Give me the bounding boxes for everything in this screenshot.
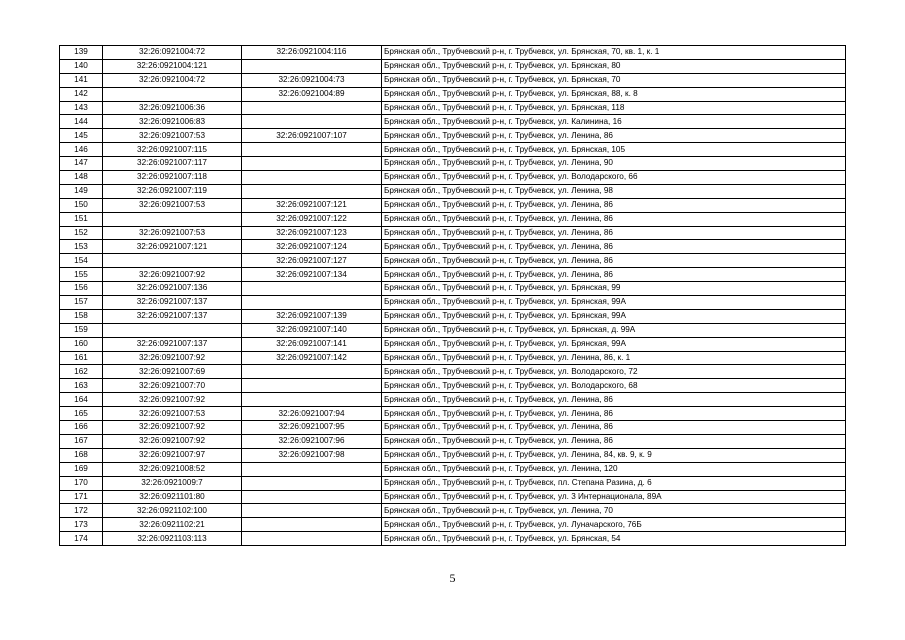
cadastral-number-cell: 32:26:0921007:137 [103,296,242,310]
row-number-cell: 172 [60,504,103,518]
cadastral-number-cell: 32:26:0921004:72 [103,46,242,60]
related-cadastral-number-cell: 32:26:0921007:134 [242,268,382,282]
cadastral-number-cell: 32:26:0921007:92 [103,351,242,365]
table-row [60,462,846,476]
table-row [60,490,846,504]
related-cadastral-number-cell: 32:26:0921007:96 [242,434,382,448]
row-number-cell: 143 [60,101,103,115]
address-cell: Брянская обл., Трубчевский р-н, г. Трубчевск, ул. Ленина, 90 [382,157,846,171]
cadastral-number-cell [103,87,242,101]
table-row [60,434,846,448]
cadastral-number-cell: 32:26:0921007:70 [103,379,242,393]
table-row [60,157,846,171]
cadastral-number-cell: 32:26:0921004:72 [103,73,242,87]
related-cadastral-number-cell: 32:26:0921004:89 [242,87,382,101]
cadastral-number-cell: 32:26:0921101:80 [103,490,242,504]
row-number-cell: 150 [60,198,103,212]
table-row [60,448,846,462]
related-cadastral-number-cell: 32:26:0921004:116 [242,46,382,60]
row-number-cell: 173 [60,518,103,532]
cadastral-number-cell: 32:26:0921007:137 [103,337,242,351]
row-number-cell: 139 [60,46,103,60]
related-cadastral-number-cell: 32:26:0921007:123 [242,226,382,240]
table-row [60,101,846,115]
table-row [60,393,846,407]
related-cadastral-number-cell [242,171,382,185]
related-cadastral-number-cell: 32:26:0921007:127 [242,254,382,268]
address-cell: Брянская обл., Трубчевский р-н, г. Трубчевск, ул. Ленина, 86, к. 1 [382,351,846,365]
address-cell: Брянская обл., Трубчевский р-н, г. Трубчевск, ул. Ленина, 86 [382,212,846,226]
related-cadastral-number-cell: 32:26:0921007:124 [242,240,382,254]
address-cell: Брянская обл., Трубчевский р-н, г. Трубчевск, ул. 3 Интернационала, 89А [382,490,846,504]
cadastral-number-cell: 32:26:0921008:52 [103,462,242,476]
cadastral-number-cell: 32:26:0921007:69 [103,365,242,379]
row-number-cell: 155 [60,268,103,282]
address-cell: Брянская обл., Трубчевский р-н, г. Трубчевск, ул. Брянская, 105 [382,143,846,157]
cadastral-number-cell: 32:26:0921007:115 [103,143,242,157]
cadastral-number-cell: 32:26:0921007:121 [103,240,242,254]
row-number-cell: 168 [60,448,103,462]
table-row [60,87,846,101]
cadastral-number-cell: 32:26:0921007:119 [103,184,242,198]
row-number-cell: 147 [60,157,103,171]
address-cell: Брянская обл., Трубчевский р-н, г. Трубчевск, ул. Брянская, 80 [382,59,846,73]
row-number-cell: 161 [60,351,103,365]
table-row [60,476,846,490]
related-cadastral-number-cell [242,143,382,157]
address-cell: Брянская обл., Трубчевский р-н, г. Трубчевск, ул. Брянская, 70 [382,73,846,87]
cadastral-number-cell: 32:26:0921007:92 [103,393,242,407]
table-row [60,198,846,212]
row-number-cell: 140 [60,59,103,73]
cadastral-number-cell: 32:26:0921007:53 [103,129,242,143]
row-number-cell: 153 [60,240,103,254]
related-cadastral-number-cell: 32:26:0921007:139 [242,309,382,323]
address-cell: Брянская обл., Трубчевский р-н, г. Трубчевск, ул. Володарского, 66 [382,171,846,185]
table-row [60,268,846,282]
cadastral-number-cell: 32:26:0921007:92 [103,421,242,435]
address-cell: Брянская обл., Трубчевский р-н, г. Трубчевск, ул. Ленина, 70 [382,504,846,518]
table-row [60,240,846,254]
address-cell: Брянская обл., Трубчевский р-н, г. Трубчевск, ул. Ленина, 86 [382,421,846,435]
row-number-cell: 149 [60,184,103,198]
address-cell: Брянская обл., Трубчевский р-н, г. Трубчевск, ул. Володарского, 68 [382,379,846,393]
row-number-cell: 141 [60,73,103,87]
table-row [60,323,846,337]
related-cadastral-number-cell: 32:26:0921007:140 [242,323,382,337]
cadastral-number-cell: 32:26:0921007:118 [103,171,242,185]
cadastral-number-cell: 32:26:0921006:83 [103,115,242,129]
cadastral-number-cell: 32:26:0921007:137 [103,309,242,323]
table-row [60,282,846,296]
table-row [60,337,846,351]
related-cadastral-number-cell [242,462,382,476]
table-row [60,171,846,185]
address-cell: Брянская обл., Трубчевский р-н, г. Трубчевск, ул. Ленина, 86 [382,129,846,143]
related-cadastral-number-cell [242,184,382,198]
cadastral-number-cell: 32:26:0921103:113 [103,532,242,546]
table-row [60,46,846,60]
table-row [60,351,846,365]
address-cell: Брянская обл., Трубчевский р-н, г. Трубчевск, ул. Калинина, 16 [382,115,846,129]
related-cadastral-number-cell [242,115,382,129]
row-number-cell: 164 [60,393,103,407]
address-cell: Брянская обл., Трубчевский р-н, г. Трубчевск, ул. Брянская, 118 [382,101,846,115]
row-number-cell: 157 [60,296,103,310]
cadastral-number-cell: 32:26:0921007:53 [103,407,242,421]
address-cell: Брянская обл., Трубчевский р-н, г. Трубчевск, ул. Ленина, 86 [382,254,846,268]
related-cadastral-number-cell: 32:26:0921007:98 [242,448,382,462]
address-cell: Брянская обл., Трубчевский р-н, г. Трубчевск, ул. Брянская, 99А [382,309,846,323]
row-number-cell: 162 [60,365,103,379]
page-number: 5 [449,571,456,585]
related-cadastral-number-cell [242,518,382,532]
address-cell: Брянская обл., Трубчевский р-н, г. Трубчевск, ул. Ленина, 84, кв. 9, к. 9 [382,448,846,462]
table-row [60,407,846,421]
address-cell: Брянская обл., Трубчевский р-н, г. Трубчевск, ул. Брянская, 70, кв. 1, к. 1 [382,46,846,60]
table-row [60,518,846,532]
table-body [60,46,846,546]
cadastral-number-cell: 32:26:0921007:92 [103,434,242,448]
row-number-cell: 163 [60,379,103,393]
related-cadastral-number-cell: 32:26:0921007:141 [242,337,382,351]
address-cell: Брянская обл., Трубчевский р-н, г. Трубчевск, ул. Брянская, 99 [382,282,846,296]
row-number-cell: 151 [60,212,103,226]
cadastral-number-cell [103,323,242,337]
row-number-cell: 142 [60,87,103,101]
cadastral-number-cell: 32:26:0921007:53 [103,198,242,212]
table-row [60,129,846,143]
row-number-cell: 156 [60,282,103,296]
address-cell: Брянская обл., Трубчевский р-н, г. Трубчевск, ул. Брянская, 54 [382,532,846,546]
row-number-cell: 165 [60,407,103,421]
related-cadastral-number-cell [242,504,382,518]
address-cell: Брянская обл., Трубчевский р-н, г. Трубчевск, ул. Брянская, д. 99А [382,323,846,337]
related-cadastral-number-cell: 32:26:0921007:121 [242,198,382,212]
cadastral-number-cell: 32:26:0921006:36 [103,101,242,115]
table-row [60,184,846,198]
table-row [60,504,846,518]
cadastral-number-cell [103,254,242,268]
row-number-cell: 169 [60,462,103,476]
table-row [60,73,846,87]
related-cadastral-number-cell [242,476,382,490]
address-cell: Брянская обл., Трубчевский р-н, г. Трубчевск, ул. Ленина, 120 [382,462,846,476]
cadastral-number-cell: 32:26:0921004:121 [103,59,242,73]
row-number-cell: 159 [60,323,103,337]
address-cell: Брянская обл., Трубчевский р-н, г. Трубчевск, пл. Степана Разина, д. 6 [382,476,846,490]
related-cadastral-number-cell [242,157,382,171]
table-row [60,421,846,435]
table-row [60,59,846,73]
cadastral-table [59,45,846,546]
table-row [60,212,846,226]
address-cell: Брянская обл., Трубчевский р-н, г. Трубчевск, ул. Брянская, 99А [382,337,846,351]
cadastral-number-cell: 32:26:0921007:92 [103,268,242,282]
cadastral-number-cell: 32:26:0921007:53 [103,226,242,240]
address-cell: Брянская обл., Трубчевский р-н, г. Трубчевск, ул. Луначарского, 76Б [382,518,846,532]
row-number-cell: 166 [60,421,103,435]
related-cadastral-number-cell [242,101,382,115]
related-cadastral-number-cell: 32:26:0921007:95 [242,421,382,435]
cadastral-number-cell: 32:26:0921007:136 [103,282,242,296]
row-number-cell: 171 [60,490,103,504]
address-cell: Брянская обл., Трубчевский р-н, г. Трубчевск, ул. Ленина, 86 [382,198,846,212]
row-number-cell: 146 [60,143,103,157]
address-cell: Брянская обл., Трубчевский р-н, г. Трубчевск, ул. Ленина, 86 [382,226,846,240]
cadastral-number-cell: 32:26:0921007:117 [103,157,242,171]
related-cadastral-number-cell [242,379,382,393]
address-cell: Брянская обл., Трубчевский р-н, г. Трубчевск, ул. Ленина, 86 [382,268,846,282]
address-cell: Брянская обл., Трубчевский р-н, г. Трубчевск, ул. Ленина, 98 [382,184,846,198]
table-row [60,296,846,310]
table-row [60,115,846,129]
table-row [60,226,846,240]
related-cadastral-number-cell [242,282,382,296]
cadastral-number-cell [103,212,242,226]
related-cadastral-number-cell [242,393,382,407]
table-row [60,532,846,546]
row-number-cell: 144 [60,115,103,129]
related-cadastral-number-cell: 32:26:0921007:94 [242,407,382,421]
related-cadastral-number-cell: 32:26:0921004:73 [242,73,382,87]
cadastral-number-cell: 32:26:0921009:7 [103,476,242,490]
table-row [60,143,846,157]
table-row [60,379,846,393]
row-number-cell: 174 [60,532,103,546]
row-number-cell: 154 [60,254,103,268]
cadastral-number-cell: 32:26:0921007:97 [103,448,242,462]
address-cell: Брянская обл., Трубчевский р-н, г. Трубчевск, ул. Брянская, 88, к. 8 [382,87,846,101]
related-cadastral-number-cell [242,365,382,379]
row-number-cell: 148 [60,171,103,185]
row-number-cell: 152 [60,226,103,240]
address-cell: Брянская обл., Трубчевский р-н, г. Трубчевск, ул. Володарского, 72 [382,365,846,379]
row-number-cell: 158 [60,309,103,323]
row-number-cell: 170 [60,476,103,490]
related-cadastral-number-cell: 32:26:0921007:142 [242,351,382,365]
table-row [60,254,846,268]
related-cadastral-number-cell: 32:26:0921007:122 [242,212,382,226]
cadastral-number-cell: 32:26:0921102:21 [103,518,242,532]
related-cadastral-number-cell [242,532,382,546]
cadastral-number-cell: 32:26:0921102:100 [103,504,242,518]
related-cadastral-number-cell: 32:26:0921007:107 [242,129,382,143]
row-number-cell: 145 [60,129,103,143]
address-cell: Брянская обл., Трубчевский р-н, г. Трубчевск, ул. Ленина, 86 [382,393,846,407]
address-cell: Брянская обл., Трубчевский р-н, г. Трубчевск, ул. Брянская, 99А [382,296,846,310]
table-row [60,309,846,323]
related-cadastral-number-cell [242,59,382,73]
related-cadastral-number-cell [242,490,382,504]
row-number-cell: 160 [60,337,103,351]
table-row [60,365,846,379]
address-cell: Брянская обл., Трубчевский р-н, г. Трубчевск, ул. Ленина, 86 [382,434,846,448]
related-cadastral-number-cell [242,296,382,310]
address-cell: Брянская обл., Трубчевский р-н, г. Трубчевск, ул. Ленина, 86 [382,407,846,421]
row-number-cell: 167 [60,434,103,448]
address-cell: Брянская обл., Трубчевский р-н, г. Трубчевск, ул. Ленина, 86 [382,240,846,254]
